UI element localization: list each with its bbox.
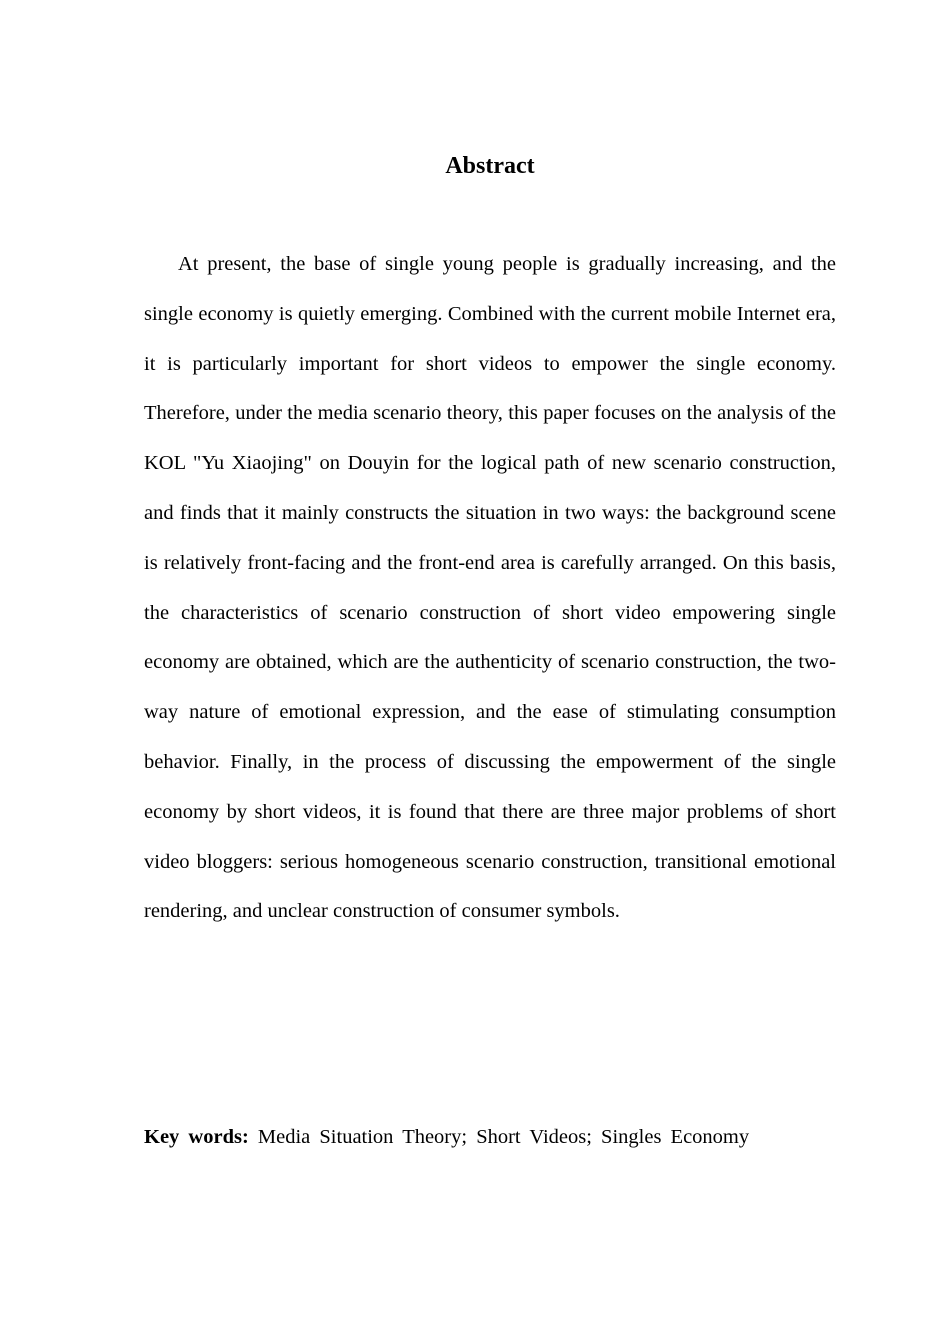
- keywords-label: Key words:: [144, 1126, 249, 1148]
- keywords-text: Media Situation Theory; Short Videos; Singles Economy: [257, 1126, 750, 1148]
- keywords-line: [144, 1120, 836, 1154]
- abstract-title: Abstract: [445, 153, 535, 179]
- abstract-body: At present, the base of single young people is gradually increasing, and the single economy is quietly emerging. Combined with the current mobile Internet era, it is particularly important for short videos to empower the single economy. Therefore, under the media scenario theory, this paper focuses on the analysis of the KOL "Yu Xiaojing" on Douyin for the logical path of new scenario construction, and finds that it mainly constructs the situation in two ways: the background scene is relatively front-facing and the front-end area is carefully arranged. On this basis, the characteristics of scenario construction of short video empowering single economy are obtained, which are the authenticity of scenario construction, the two-way nature of emotional expression, and the ease of stimulating consumption behavior. Finally, in the process of discussing the empowerment of the single economy by short videos, it is found that there are three major problems of short video bloggers: serious homogeneous scenario construction, transitional emotional rendering, and unclear construction of consumer symbols.: [144, 253, 836, 923]
